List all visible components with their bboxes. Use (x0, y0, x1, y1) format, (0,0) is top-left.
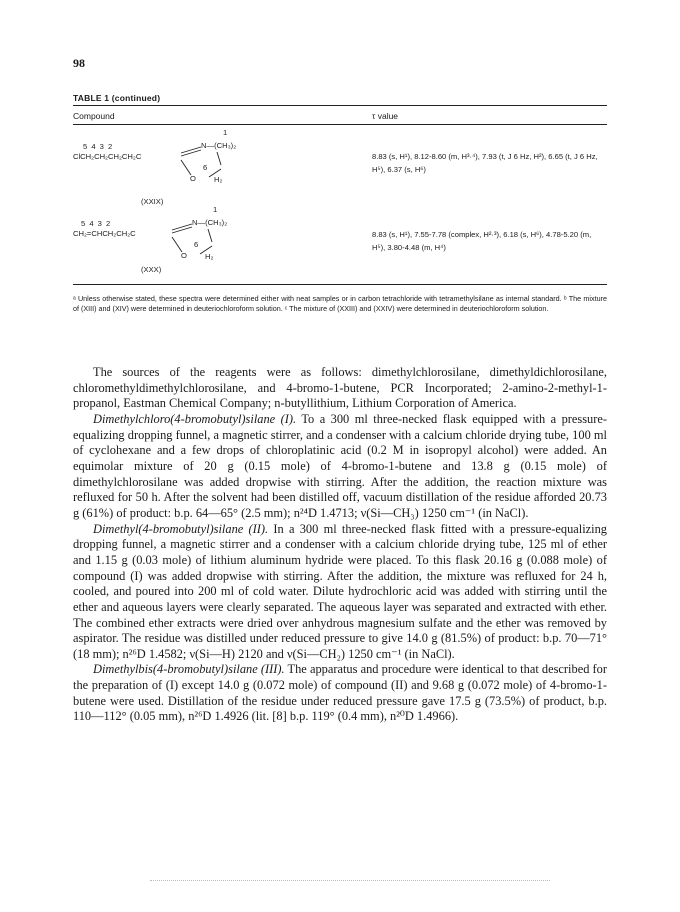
ring-h2-label: H₂ (205, 252, 214, 261)
paragraph-body: In a 300 ml three-necked flask fitted with a pressure-equalizing dropping funnel, a magnetic stirrer and a condenser with a calcium chloride drying tube, 125 ml of ether and 1.15 g (0.03 mole) of lithium aluminum hydride were placed. To this flask 20.16 g (0.088 mole) of compound (I) was added dropwise with stirring. After the addition, the mixture was refluxed for 24 h, cooled, and poured into 200 ml of cold water. Dilute hydrochloric acid was added with stirring until the ether and aqueous layers were clearly separated. The aqueous layer was separated and extracted with ether. The combined ether extracts were dried over anhydrous magnesium sulfate and the ether was removed by aspirator. The residue was distilled under reduced pressure to give 14.0 g (81.5%) of product: b.p. 70—71° (18 mm); n²⁶D 1.4582; ν(Si—H) 2120 and ν(Si—CH₂) 1250 cm⁻¹ (in NaCl). (73, 521, 607, 661)
compound-formula: CH₂=CHCH₂CH₂C (73, 229, 136, 238)
ring-h2-label: H₂ (214, 175, 223, 184)
column-header-compound: Compound (73, 111, 115, 121)
paragraph-heading: Dimethylbis(4-bromobutyl)silane (III). (93, 662, 285, 677)
paragraph-compound-ii (73, 522, 607, 663)
column-header-tau: τ value (372, 111, 399, 121)
compound-formula: ClCH₂CH₂CH₂CH₂C (73, 152, 142, 161)
structure-xxx (73, 205, 363, 285)
compound-id: (XXIX) (141, 197, 164, 206)
body-text (73, 365, 607, 725)
tau-value-xxix: 8.83 (s, H¹), 8.12-8.60 (m, H³·⁴), 7.93 (t, J 6 Hz, H²), 6.65 (t, J 6 Hz, H⁵), 6.37 (s, H⁶) (372, 152, 598, 174)
scan-artifact-dots (150, 880, 550, 885)
table-caption: TABLE 1 (continued) (73, 93, 161, 103)
paragraph-body: The apparatus and procedure were identical to that described for the preparation of (I) except 14.0 g (0.072 mole) of compound (II) and 9.68 g (0.072 mole) of 4-bromo-1-butene were used. Distillation of the residue under reduced pressure gave 17.5 g (73.5%) of product, b.p. 110—112° (0.05 mm), n²⁶D 1.4926 (lit. [8] b.p. 119° (0.4 mm), n²⁰D 1.4966). (73, 662, 607, 724)
paragraph-compound-i (73, 412, 607, 522)
ring-o-label: O (190, 174, 196, 183)
paragraph-heading: Dimethylchloro(4-bromobutyl)silane (I). (93, 411, 297, 426)
position-label: 1 (223, 128, 228, 137)
ring-n-label: N—(CH₃)₂ (201, 141, 237, 150)
paragraph-compound-iii (73, 662, 607, 725)
page-number: 98 (73, 56, 85, 70)
oxazoline-ring-xxx (73, 205, 363, 285)
table-top-rule (73, 105, 607, 106)
paragraph-body: To a 300 ml three-necked flask equipped with a pressure-equalizing dropping funnel, a magnetic stirrer, and a condenser with a calcium chloride drying tube, 100 ml of cyclohexane and a few drops of chloroplatinic acid (0.2 M in isopropyl alcohol) were added. An equimolar mixture of 20 g (0.15 mole) of 4-bromo-1-butene and 13.8 g (0.15 mole) of dimethylchlorosilane was added dropwise with stirring. After the addition, the reaction mixture was refluxed for 50 h. After the solvent had been distilled off, vacuum distillation of the residue afforded 20.73 g (61%) of product: b.p. 64—65° (2.5 mm); n²⁴D 1.4713; ν(Si—CH₃) 1250 cm⁻¹ (in NaCl). (73, 411, 607, 520)
table-bottom-rule (73, 284, 607, 285)
paragraph-heading: Dimethyl(4-bromobutyl)silane (II). (93, 521, 269, 536)
table-footnote: ᵃ Unless otherwise stated, these spectra were determined either with neat samples or in carbon tetrachloride with tetramethylsilane as internal standard. ᵇ The mixture of (XIII) and (XIV) were determined in deuteriochloroform solution. ᶜ The mixture of (XXIII) and (XXIV) were determined in deuteriochloroform solution. (73, 294, 607, 314)
compound-id: (XXX) (141, 265, 162, 274)
position-label: 1 (213, 205, 218, 214)
tau-value-xxx: 8.83 (s, H¹), 7.55-7.78 (complex, H²·³), 6.18 (s, H⁶), 4.78-5.20 (m, H⁵), 3.80-4.48 (m, H⁴) (372, 230, 592, 252)
paragraph-reagents: The sources of the reagents were as follows: dimethylchlorosilane, dimethyldichlorosilane, chloromethyldimethylchlorosilane, and 4-bromo-1-butene, PCR Incorporated; 2-amino-2-methyl-1-propanol, Eastman Chemical Company; n-butyllithium, Lithium Corporation of America. (73, 365, 607, 411)
ring-o-label: O (181, 251, 187, 260)
chain-numbers: 5 4 3 2 (83, 142, 114, 151)
table-header-rule (73, 124, 607, 125)
position-label: 6 (203, 163, 208, 172)
chain-numbers: 5 4 3 2 (81, 219, 112, 228)
ring-n-label: N—(CH₃)₂ (192, 218, 228, 227)
position-label: 6 (194, 240, 199, 249)
